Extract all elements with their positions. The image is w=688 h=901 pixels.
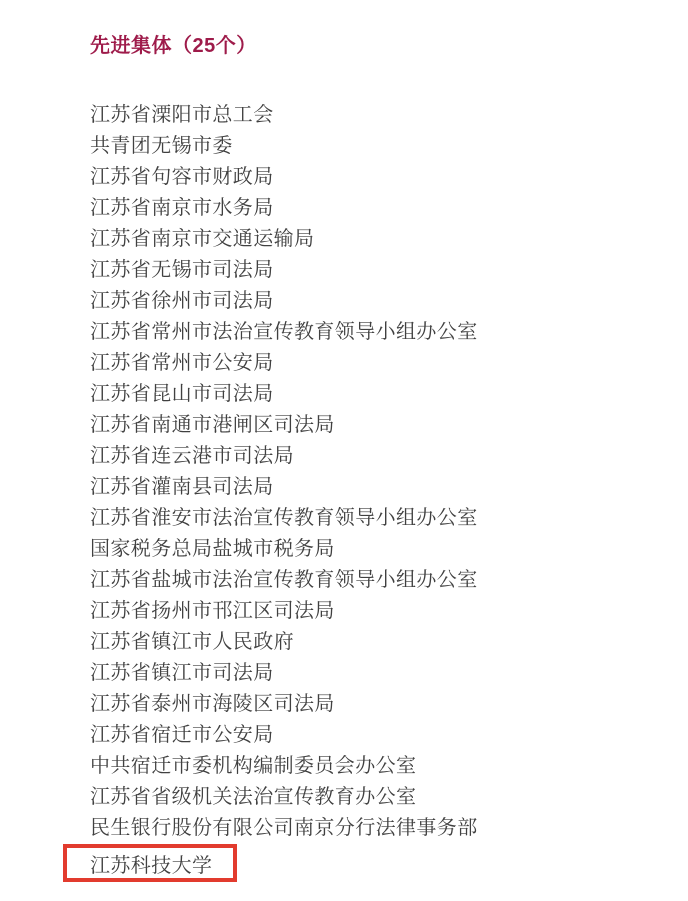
list-item: 江苏省无锡市司法局 — [90, 259, 274, 281]
list-item: 江苏省南通市港闸区司法局 — [90, 414, 335, 436]
list-item: 江苏省溧阳市总工会 — [90, 104, 274, 126]
award-list — [90, 100, 648, 875]
list-item: 江苏省常州市公安局 — [90, 352, 274, 374]
highlight-box: 江苏科技大学 — [63, 844, 237, 882]
section-heading: 先进集体（25个） — [90, 35, 257, 57]
list-item: 江苏省宿迁市公安局 — [90, 724, 274, 746]
list-item: 江苏省常州市法治宣传教育领导小组办公室 — [90, 321, 478, 343]
list-item: 江苏省南京市交通运输局 — [90, 228, 315, 250]
list-item: 江苏省昆山市司法局 — [90, 383, 274, 405]
list-item: 江苏省灌南县司法局 — [90, 476, 274, 498]
list-item: 江苏省句容市财政局 — [90, 166, 274, 188]
list-item: 江苏省省级机关法治宣传教育办公室 — [90, 786, 417, 808]
list-item: 江苏省淮安市法治宣传教育领导小组办公室 — [90, 507, 478, 529]
list-item: 江苏省镇江市司法局 — [90, 662, 274, 684]
list-item: 江苏省镇江市人民政府 — [90, 631, 294, 653]
list-item: 国家税务总局盐城市税务局 — [90, 538, 335, 560]
list-item: 共青团无锡市委 — [90, 135, 233, 157]
list-item: 江苏省南京市水务局 — [90, 197, 274, 219]
list-item: 江苏省盐城市法治宣传教育领导小组办公室 — [90, 569, 478, 591]
list-item: 江苏省徐州市司法局 — [90, 290, 274, 312]
list-item: 江苏省泰州市海陵区司法局 — [90, 693, 335, 715]
list-item: 江苏省扬州市邗江区司法局 — [90, 600, 335, 622]
list-item: 民生银行股份有限公司南京分行法律事务部 — [90, 817, 478, 839]
list-item-highlighted — [90, 844, 648, 875]
list-item: 中共宿迁市委机构编制委员会办公室 — [90, 755, 417, 777]
list-item: 江苏省连云港市司法局 — [90, 445, 294, 467]
